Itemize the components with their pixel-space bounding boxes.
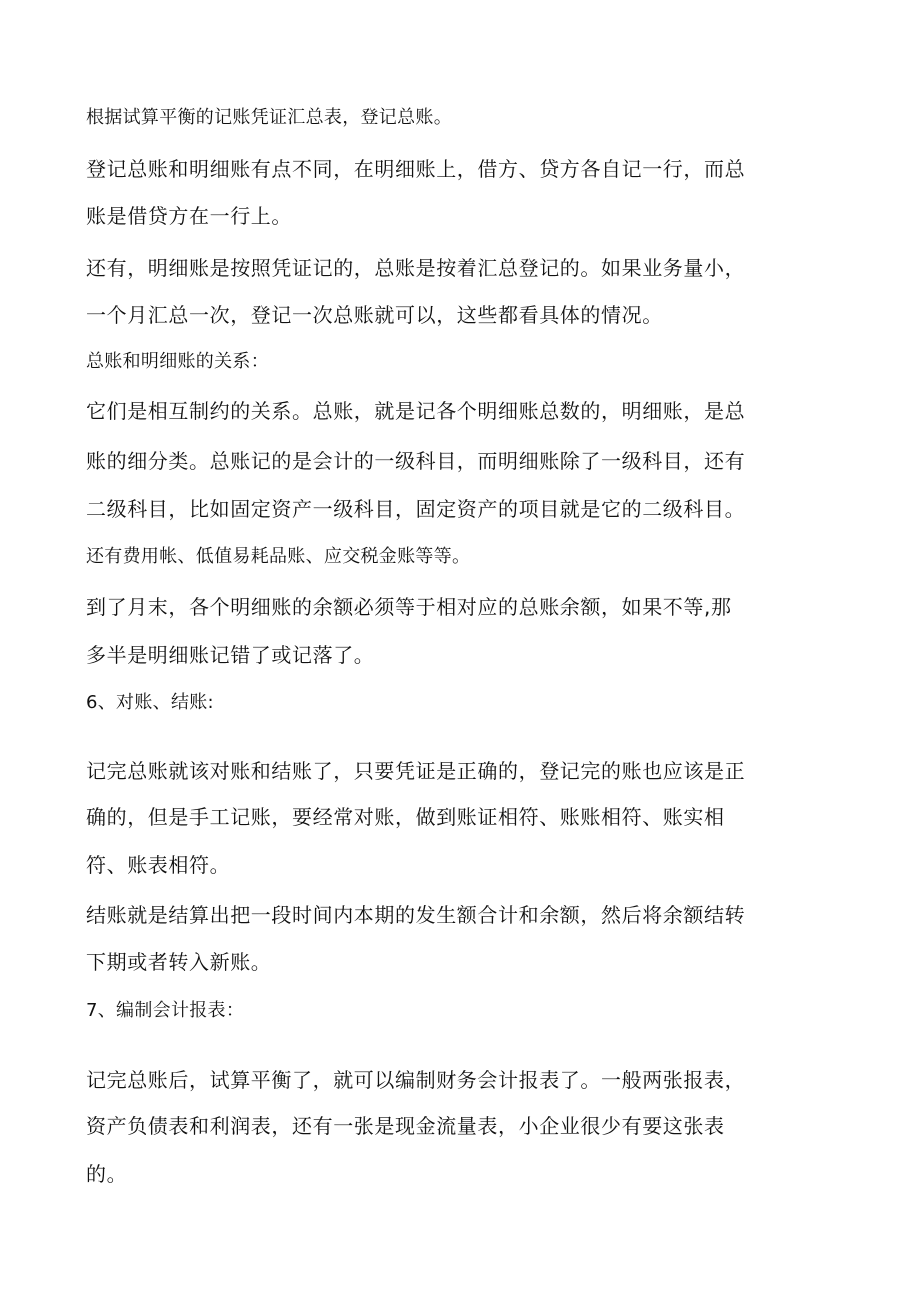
- paragraph-line: 账是借贷方在一行上。: [86, 204, 292, 228]
- paragraph-line: 符、账表相符。: [86, 853, 231, 877]
- paragraph-line: 下期或者转入新账。: [86, 950, 272, 974]
- paragraph-line: 登记总账和明细账有点不同，在明细账上，借方、贷方各自记一行，而总: [86, 157, 746, 181]
- section-heading: 总账和明细账的关系：: [86, 351, 269, 372]
- paragraph-line: 确的，但是手工记账，要经常对账，做到账证相符、账账相符、账实相: [86, 805, 725, 829]
- paragraph-line: 记完总账后，试算平衡了，就可以编制财务会计报表了。一般两张报表，: [86, 1068, 746, 1092]
- paragraph-line: 到了月末，各个明细账的余额必须等于相对应的总账余额，如果不等,那: [86, 595, 732, 619]
- paragraph-line: 记完总账就该对账和结账了，只要凭证是正确的，登记完的账也应该是正: [86, 759, 746, 783]
- paragraph-line: 多半是明细账记错了或记落了。: [86, 643, 375, 667]
- paragraph-line: 还有，明细账是按照凭证记的，总账是按着汇总登记的。如果业务量小，: [86, 256, 746, 280]
- section-heading: 6、对账、结账:: [86, 692, 214, 713]
- paragraph-line: 资产负债表和利润表，还有一张是现金流量表，小企业很少有要这张表: [86, 1114, 725, 1138]
- paragraph-line: 二级科目，比如固定资产一级科目，固定资产的项目就是它的二级科目。: [86, 497, 746, 521]
- paragraph-line: 根据试算平衡的记账凭证汇总表，登记总账。: [86, 107, 452, 128]
- paragraph-line: 一个月汇总一次，登记一次总账就可以，这些都看具体的情况。: [86, 303, 663, 327]
- paragraph-line: 结账就是结算出把一段时间内本期的发生额合计和余额，然后将余额结转: [86, 903, 746, 927]
- paragraph-line: 的。: [86, 1162, 128, 1186]
- section-heading: 7、编制会计报表：: [86, 1000, 245, 1021]
- paragraph-line: 它们是相互制约的关系。总账，就是记各个明细账总数的，明细账，是总: [86, 399, 746, 423]
- paragraph-line: 账的细分类。总账记的是会计的一级科目，而明细账除了一级科目，还有: [86, 449, 746, 473]
- paragraph-line: 还有费用帐、低值易耗品账、应交税金账等等。: [86, 546, 471, 567]
